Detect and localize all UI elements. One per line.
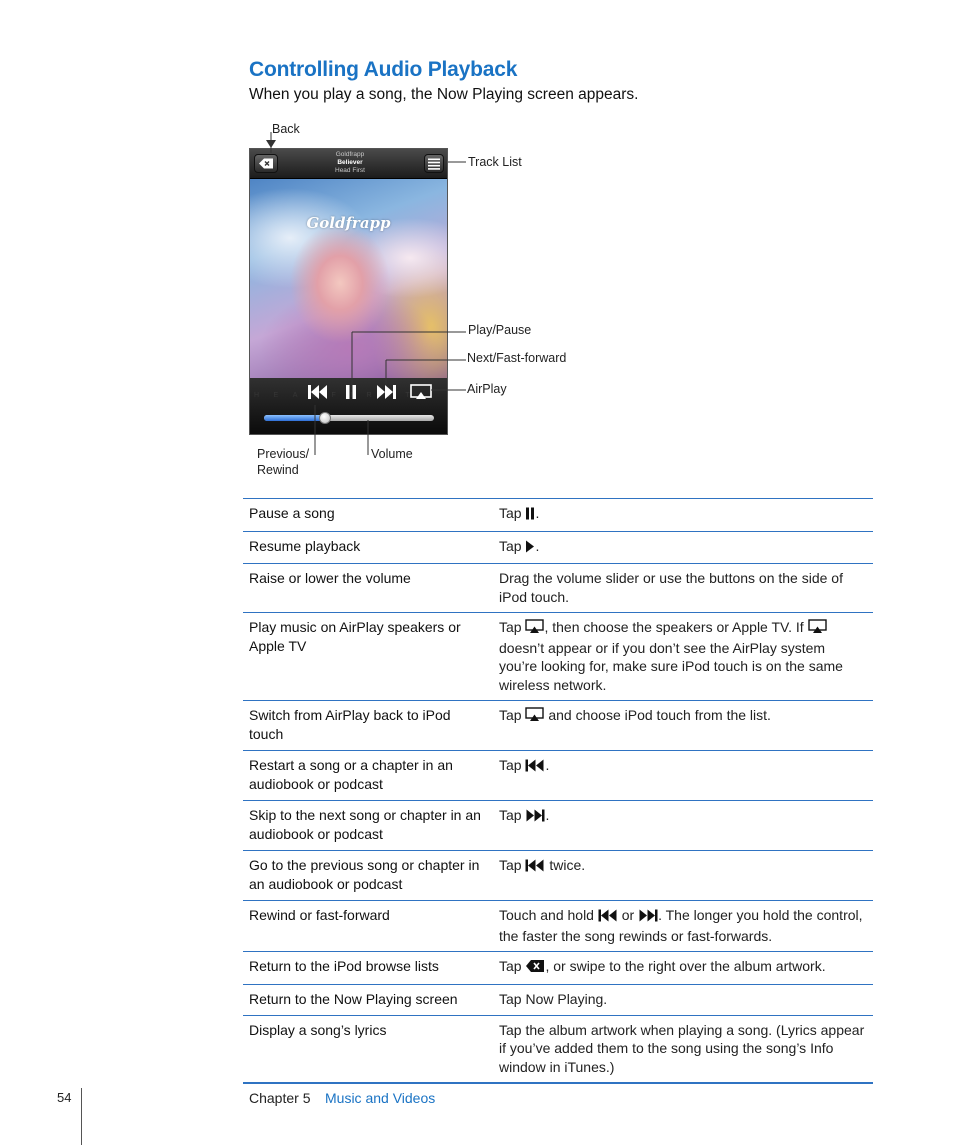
- airplay-icon: [525, 707, 544, 727]
- instruction-text: or: [617, 907, 639, 923]
- airplay-icon[interactable]: [410, 384, 432, 400]
- pause-icon[interactable]: [343, 384, 359, 400]
- table-action-cell: Return to the iPod browse lists: [249, 958, 439, 974]
- volume-slider-knob[interactable]: [319, 412, 331, 424]
- playback-controls-table: [243, 498, 873, 1084]
- table-instruction-cell: [493, 701, 873, 750]
- instruction-text: Tap the album artwork when playing a song. (Lyrics appear if you’ve added them to the song using the song’s Info window in iTunes.): [499, 1021, 865, 1075]
- table-action-cell: Display a song’s lyrics: [249, 1021, 387, 1038]
- table-instruction-cell: [493, 564, 873, 612]
- back-icon: [255, 155, 277, 172]
- table-instruction-cell: [493, 1016, 873, 1083]
- instruction-text: twice.: [545, 857, 586, 873]
- table-instruction-cell: [493, 499, 873, 531]
- previous-icon: [525, 858, 545, 877]
- instruction-text: Tap: [499, 619, 526, 635]
- table-instruction-cell: [493, 801, 873, 850]
- table-row: [243, 563, 873, 612]
- table-instruction-cell: [493, 985, 873, 1015]
- instruction-text: Tap: [499, 707, 526, 723]
- table-action-cell: Pause a song: [249, 505, 335, 521]
- instruction-text: .: [545, 757, 550, 773]
- table-row: [243, 700, 873, 750]
- instruction-text: and choose iPod touch from the list.: [544, 707, 771, 723]
- back-button[interactable]: [254, 154, 278, 173]
- callout-previous-line1: Previous/: [257, 447, 310, 461]
- table-instruction-cell: [493, 952, 873, 984]
- pause-icon: [525, 506, 535, 525]
- table-row: [243, 900, 873, 951]
- table-action-cell: Resume playback: [249, 537, 361, 554]
- previous-icon: [598, 908, 618, 927]
- table-row: [243, 499, 873, 531]
- table-action-cell: Rewind or fast-forward: [249, 907, 390, 923]
- next-icon[interactable]: [375, 384, 397, 400]
- table-row: [243, 951, 873, 984]
- table-instruction-cell: [493, 532, 873, 564]
- chapter-name: Music and Videos: [325, 1090, 436, 1106]
- playback-controls: [250, 378, 447, 434]
- instruction-text: Tap: [499, 757, 526, 773]
- airplay-icon: [808, 619, 827, 639]
- volume-slider[interactable]: [264, 415, 434, 421]
- table-row: [243, 984, 873, 1015]
- callout-next: Next/Fast-forward: [467, 351, 567, 365]
- instruction-text: .: [545, 807, 550, 823]
- now-playing-header: [250, 149, 447, 179]
- table-instruction-cell: [493, 751, 873, 800]
- callout-play-pause: Play/Pause: [468, 323, 532, 337]
- instruction-text: Tap: [499, 958, 526, 974]
- previous-icon: [525, 758, 545, 777]
- table-row: [243, 850, 873, 900]
- instruction-text: Tap Now Playing.: [499, 990, 608, 1007]
- now-playing-album: Head First: [335, 167, 365, 174]
- next-icon: [525, 808, 545, 827]
- instruction-text: , then choose the speakers or Apple TV. If: [544, 619, 808, 635]
- page-title: Controlling Audio Playback: [249, 58, 518, 81]
- now-playing-song: Believer: [337, 159, 363, 166]
- album-art-logo: Goldfrapp: [306, 214, 391, 232]
- instruction-text: Tap: [499, 505, 526, 521]
- table-instruction-cell: [493, 613, 873, 700]
- table-row: [243, 612, 873, 700]
- table-action-cell: Return to the Now Playing screen: [249, 990, 458, 1007]
- instruction-text: . The longer you hold the control, the faster the song rewinds or fast-forwards.: [499, 907, 863, 944]
- instruction-text: doesn’t appear or if you don’t see the AirPlay system you’re looking for, make sure iPod touch is on the same wireless network.: [499, 639, 843, 693]
- table-row: [243, 531, 873, 564]
- table-action-cell: Play music on AirPlay speakers or Apple TV: [249, 619, 461, 654]
- table-row: [243, 800, 873, 850]
- table-row: [243, 750, 873, 800]
- volume-slider-fill: [264, 415, 325, 421]
- table-row: [243, 1015, 873, 1083]
- footer-rule: [81, 1088, 82, 1145]
- callout-track-list: Track List: [468, 155, 522, 169]
- table-action-cell: Skip to the next song or chapter in an audiobook or podcast: [249, 807, 481, 842]
- table-instruction-cell: [493, 851, 873, 900]
- callout-airplay: AirPlay: [467, 382, 507, 396]
- page-number: 54: [57, 1090, 72, 1105]
- table-action-cell: Switch from AirPlay back to iPod touch: [249, 707, 451, 742]
- callout-back: Back: [272, 122, 300, 136]
- play-icon: [525, 539, 535, 558]
- previous-icon[interactable]: [307, 384, 329, 400]
- next-icon: [638, 908, 658, 927]
- track-list-button[interactable]: [424, 154, 444, 173]
- table-action-cell: Raise or lower the volume: [249, 570, 411, 586]
- instruction-text: Tap: [499, 857, 526, 873]
- table-instruction-cell: [493, 901, 873, 951]
- instruction-text: Tap: [499, 537, 526, 554]
- instruction-text: , or swipe to the right over the album artwork.: [545, 958, 826, 974]
- instruction-text: Tap: [499, 807, 526, 823]
- instruction-text: .: [535, 505, 540, 521]
- instruction-text: .: [535, 537, 540, 554]
- callout-volume: Volume: [371, 447, 413, 461]
- intro-text: When you play a song, the Now Playing screen appears.: [249, 86, 639, 103]
- back-icon: [525, 959, 545, 978]
- airplay-icon: [525, 619, 544, 639]
- callout-previous-line2: Rewind: [257, 463, 299, 477]
- instruction-text: Touch and hold: [499, 907, 598, 923]
- album-artwork: [250, 178, 447, 378]
- now-playing-artist: Goldfrapp: [335, 151, 365, 158]
- table-action-cell: Go to the previous song or chapter in an audiobook or podcast: [249, 857, 480, 892]
- track-list-icon: [425, 155, 443, 172]
- table-action-cell: Restart a song or a chapter in an audiobook or podcast: [249, 757, 453, 792]
- chapter-label: Chapter 5: [249, 1090, 311, 1106]
- now-playing-screenshot: [249, 148, 448, 435]
- instruction-text: Drag the volume slider or use the buttons on the side of iPod touch.: [499, 570, 843, 605]
